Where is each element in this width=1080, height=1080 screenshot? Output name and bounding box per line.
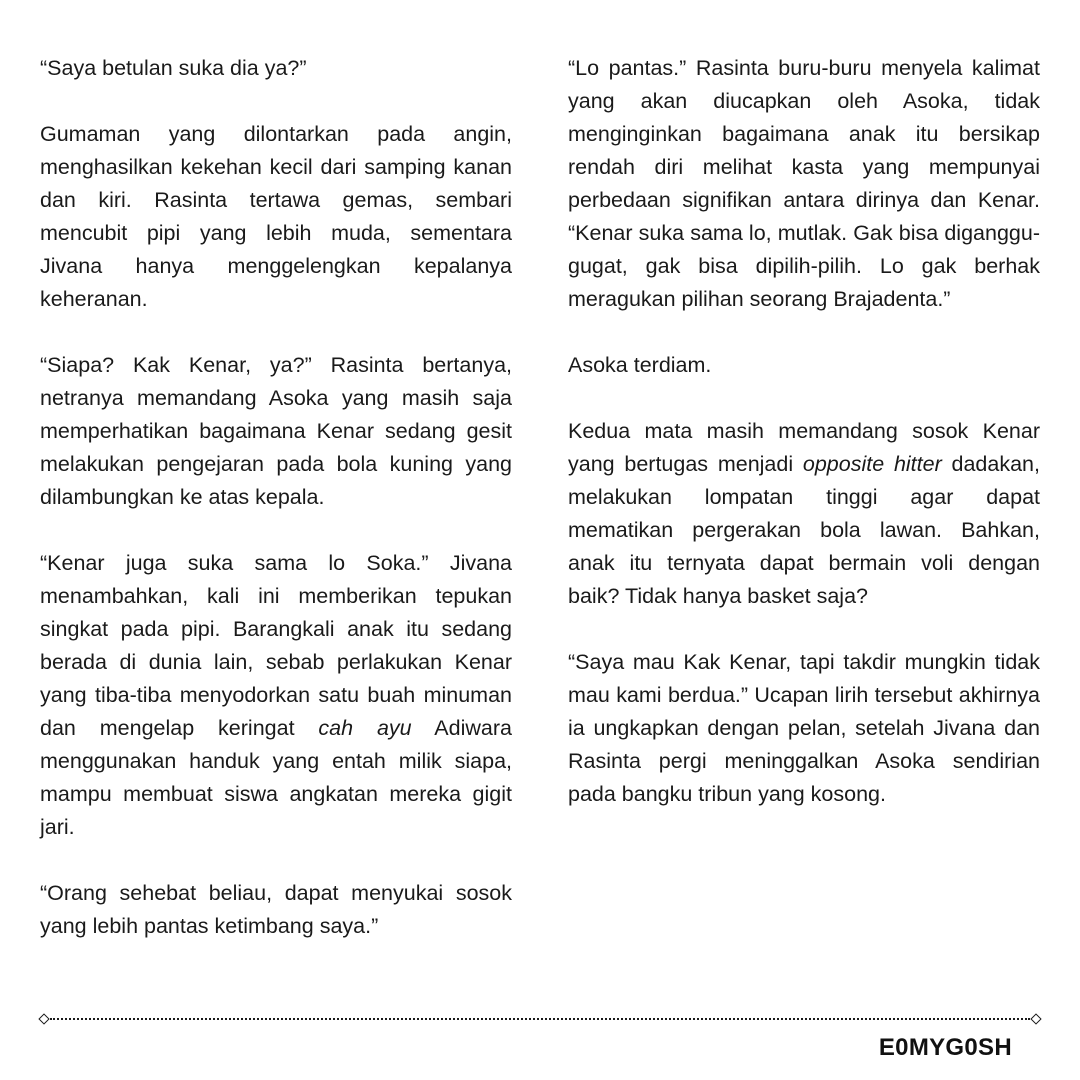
paragraph-text: dadakan, melakukan lompatan tinggi agar dapat mematikan pergerakan bola lawan. Bahkan, anak itu ternyata dapat bermain voli dengan baik? Tidak hanya basket saja?	[568, 452, 1040, 608]
left-column	[40, 52, 512, 943]
paragraph: Asoka terdiam.	[568, 353, 712, 377]
italic-phrase: cah ayu	[318, 716, 412, 740]
diamond-ornament-icon	[38, 1013, 49, 1024]
dotted-divider	[40, 1013, 1040, 1025]
paragraph	[568, 415, 1040, 613]
paragraph-text: “Kenar juga suka sama lo Soka.” Jivana menambahkan, kali ini memberikan tepukan singkat pada pipi. Barangkali anak itu sedang berada di dunia lain, sebab perlakukan Kenar yang tiba-tiba menyodorkan satu buah minuman dan mengelap keringat	[40, 551, 512, 740]
paragraph-text: Adiwara menggunakan handuk yang entah milik siapa, mampu membuat siswa angkatan mereka gigit jari.	[40, 716, 512, 839]
paragraph: “Orang sehebat beliau, dapat menyukai sosok yang lebih pantas ketimbang saya.”	[40, 881, 512, 938]
paragraph	[40, 547, 512, 844]
paragraph: Gumaman yang dilontarkan pada angin, menghasilkan kekehan kecil dari samping kanan dan kiri. Rasinta tertawa gemas, sembari mencubit pipi yang lebih muda, sementara Jivana hanya menggelengkan kepalanya keheranan.	[40, 122, 512, 311]
paragraph-text: Kedua mata masih memandang sosok Kenar yang bertugas menjadi	[568, 419, 1040, 476]
paragraph: “Siapa? Kak Kenar, ya?” Rasinta bertanya, netranya memandang Asoka yang masih saja memperhatikan bagaimana Kenar sedang gesit melakukan pengejaran pada bola kuning yang dilambungkan ke atas kepala.	[40, 353, 512, 509]
paragraph: “Lo pantas.” Rasinta buru-buru menyela kalimat yang akan diucapkan oleh Asoka, tidak menginginkan bagaimana anak itu bersikap rendah diri melihat kasta yang mempunyai perbedaan signifikan antara dirinya dan Kenar. “Kenar suka sama lo, mutlak. Gak bisa diganggu-gugat, gak bisa dipilih-pilih. Lo gak berhak meragukan pilihan seorang Brajadenta.”	[568, 56, 1040, 311]
right-column	[568, 52, 1040, 811]
paragraph: “Saya mau Kak Kenar, tapi takdir mungkin tidak mau kami berdua.” Ucapan lirih tersebut akhirnya ia ungkapkan dengan pelan, setelah Jivana dan Rasinta pergi meninggalkan Asoka sendirian pada bangku tribun yang kosong.	[568, 650, 1040, 806]
diamond-ornament-icon	[1030, 1013, 1041, 1024]
paragraph: “Saya betulan suka dia ya?”	[40, 56, 307, 80]
divider-line	[50, 1018, 1030, 1020]
italic-phrase: opposite hitter	[802, 452, 942, 476]
author-signature: E0MYG0SH	[878, 1034, 1012, 1061]
